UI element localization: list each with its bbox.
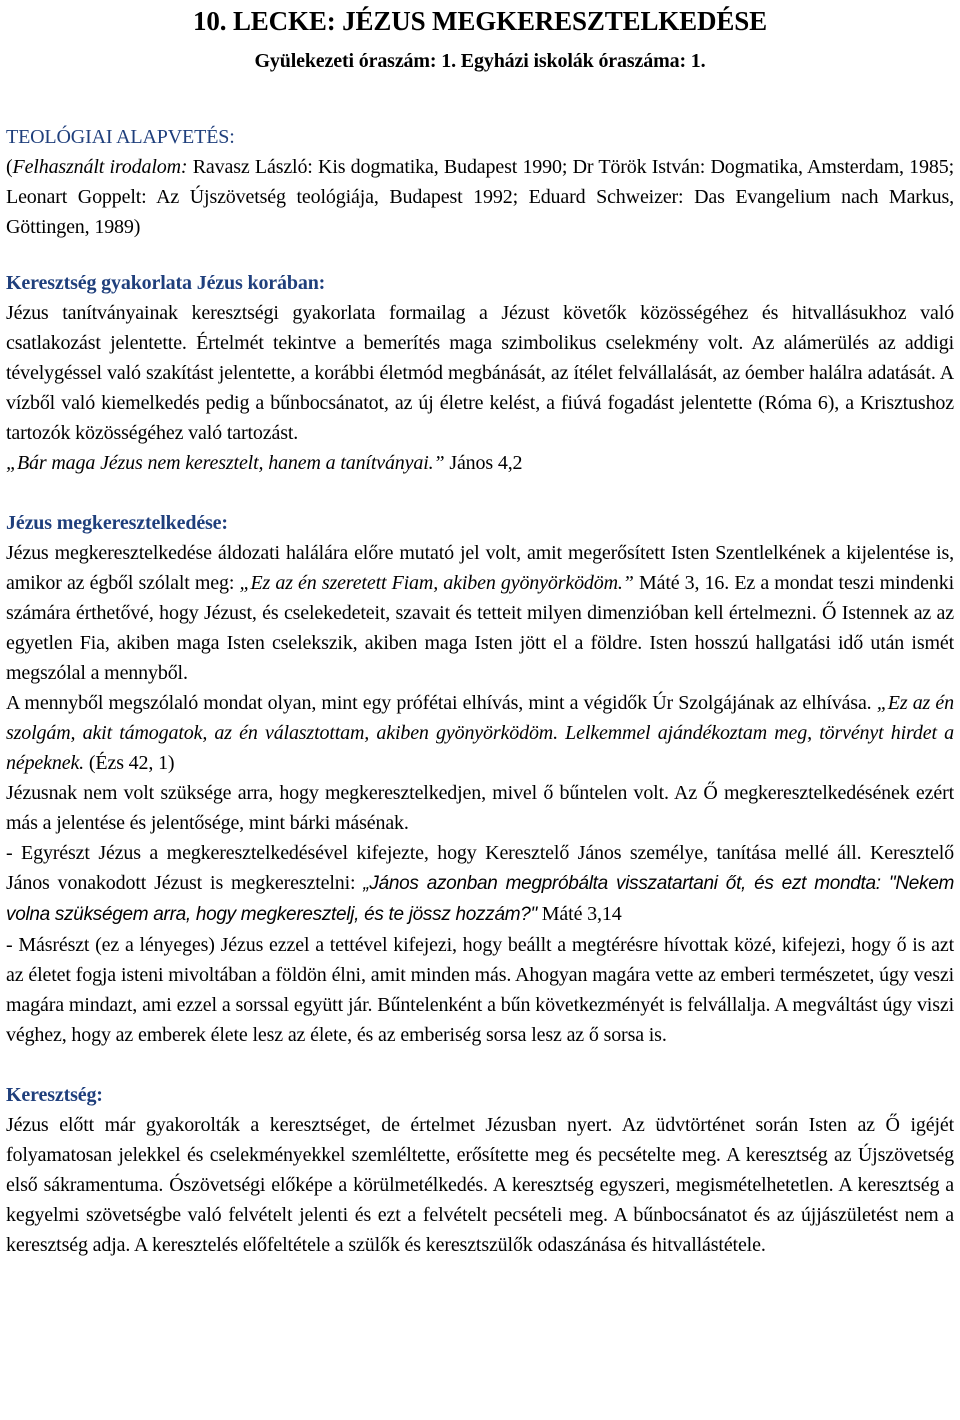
- p1-text-a: Jézus megkeresztelkedése áldozati halálára előre mutató jel volt, amit megerősített Isten Szentlelkének a kijelentése is, amikor az égből szólalt meg:: [6, 542, 954, 594]
- section-heading-megkeresztelkedes: Jézus megkeresztelkedése:: [6, 512, 228, 534]
- megkeresztelkedes-paragraph-3: Jézusnak nem volt szüksége arra, hogy megkeresztelkedjen, mivel ő bűntelen volt. Az Ő megkeresztelkedésének ezért más a jelentése és jelentősége, mint bárki másénak.: [6, 782, 954, 834]
- literature-open-paren: (: [6, 156, 13, 178]
- gyakorlata-quote-line: [6, 448, 954, 478]
- teologiai-alapvetes-section: [6, 122, 954, 242]
- gyakorlata-paragraph: Jézus tanítványainak keresztségi gyakorlata formailag a Jézust követők közösségéhez és hitvallásukhoz való csatlakozást jelentette. Értelmét tekintve a bemerítés maga szimbolikus cselekmény volt. Az alámerülés az addigi tévelygéssel való szakítást jelentette, a korábbi életmód megbánását, az ítélet felvállalását, az óember halálra adatását. A vízből való kiemelkedés pedig a bűnbocsánatot, az új életre kelést, a fiúvá fogadást jelentette (Róma 6), a Krisztushoz tartozók közösségéhez való tartozást.: [6, 302, 954, 444]
- megkeresztelkedes-paragraph-5: - Másrészt (ez a lényeges) Jézus ezzel a tettével kifejezi, hogy beállt a megtérésre hívottak közé, kifejezi, hogy ő is azt az életet fogja isteni mivoltában a földön élni, amit minden más. Ahogyan magára vette az emberi természetet, úgy veszi magára mindazt, ami ezzel a sorssal együtt jár. Bűntelenként a bűn következményét is felvállalja. A megváltást úgy viszi véghez, hogy az emberek élete lesz az élete, és az emberiség sorsa lesz az ő sorsa is.: [6, 934, 954, 1046]
- literature-label: Felhasznált irodalom:: [12, 156, 188, 178]
- megkeresztelkedes-paragraph-4: [6, 838, 954, 930]
- kereszteseg-paragraph: Jézus előtt már gyakorolták a keresztséget, de értelmet Jézusban nyert. Az üdvtörténet során Isten az Ő igéjét folyamatosan jelekkel és cselekményekkel szemléltette, erősítette meg és pecsételte meg. A keresztség az Újszövetség első sákramentuma. Ószövetségi előképe a körülmetélkedés. A keresztség egyszeri, megismételhetetlen. A keresztség a kegyelmi szövetségbe való felvételt jelenti és ezt a felvételt pecsételi meg. A bűnbocsánatot és az újjászületést nem a keresztség adja. A keresztelés előfeltétele a szülők és keresztszülők odaszánása és hitvallástétele.: [6, 1114, 954, 1256]
- p4-quote: „János azonban megpróbálta visszatartani őt, és ezt mondta: "Nekem volna szükségem arra, hogy megkeresztelj, és te jössz hozzám?": [6, 873, 954, 925]
- p2-text-b: (Ézs 42, 1): [84, 752, 175, 774]
- megkeresztelkedes-paragraph-2: [6, 688, 954, 778]
- gyakorlata-quote: „Bár maga Jézus nem keresztelt, hanem a tanítványai.”: [6, 452, 445, 474]
- p2-quote: „Ez az én szolgám, akit támogatok, az én választottam, akiben gyönyörködöm. Lelkemmel ajándékoztam meg, törvényt hirdet a népeknek.: [6, 692, 955, 774]
- p1-text-b: Máté 3, 16. Ez a mondat teszi mindenki számára érthetővé, hogy Jézust, és cselekedeteit, szavait és tetteit milyen dimenzióban kell értelmezni. Ő Istennek az az egyetlen Fia, akiben maga Isten cselekszik, akiben maga Isten jött el a földre. Isten hosszú hallgatási idő után ismét megszólal a mennyből.: [6, 572, 954, 684]
- gyakorlata-quote-ref: János 4,2: [444, 452, 523, 474]
- kereszteseg-gyakorlata-section: [6, 268, 954, 478]
- section-heading-gyakorlata: Keresztség gyakorlata Jézus korában:: [6, 272, 326, 294]
- kereszteseg-section: [6, 1080, 954, 1260]
- p4-text-b: Máté 3,14: [536, 903, 622, 925]
- megkeresztelkedes-paragraph-1: [6, 538, 954, 688]
- p4-text-a: - Egyrészt Jézus a megkeresztelkedésével kifejezte, hogy Keresztelő János személye, tanítása mellé áll. Keresztelő János vonakodott Jézust is megkeresztelni:: [6, 842, 954, 894]
- literature-text: Ravasz László: Kis dogmatika, Budapest 1990; Dr Török István: Dogmatika, Amsterdam, 1985; Leonart Goppelt: Az Újszövetség teológiája, Budapest 1992; Eduard Schweizer: Das Evangelium nach Markus, Göttingen, 1989): [6, 156, 954, 238]
- section-heading-teologiai: TEOLÓGIAI ALAPVETÉS:: [6, 126, 235, 148]
- lesson-subtitle: Gyülekezeti óraszám: 1. Egyházi iskolák óraszáma: 1.: [254, 50, 706, 72]
- lesson-title: 10. LECKE: JÉZUS MEGKERESZTELKEDÉSE: [193, 6, 767, 36]
- megkeresztelkedes-section: [6, 508, 954, 1050]
- section-heading-kereszteseg: Keresztség:: [6, 1084, 103, 1106]
- p2-text-a: A mennyből megszólaló mondat olyan, mint egy prófétai elhívás, mint a végidők Úr Szolgájának az elhívása.: [6, 692, 877, 714]
- literature-paragraph: [6, 152, 954, 242]
- p1-quote: „Ez az én szeretett Fiam, akiben gyönyörködöm.”: [239, 572, 634, 594]
